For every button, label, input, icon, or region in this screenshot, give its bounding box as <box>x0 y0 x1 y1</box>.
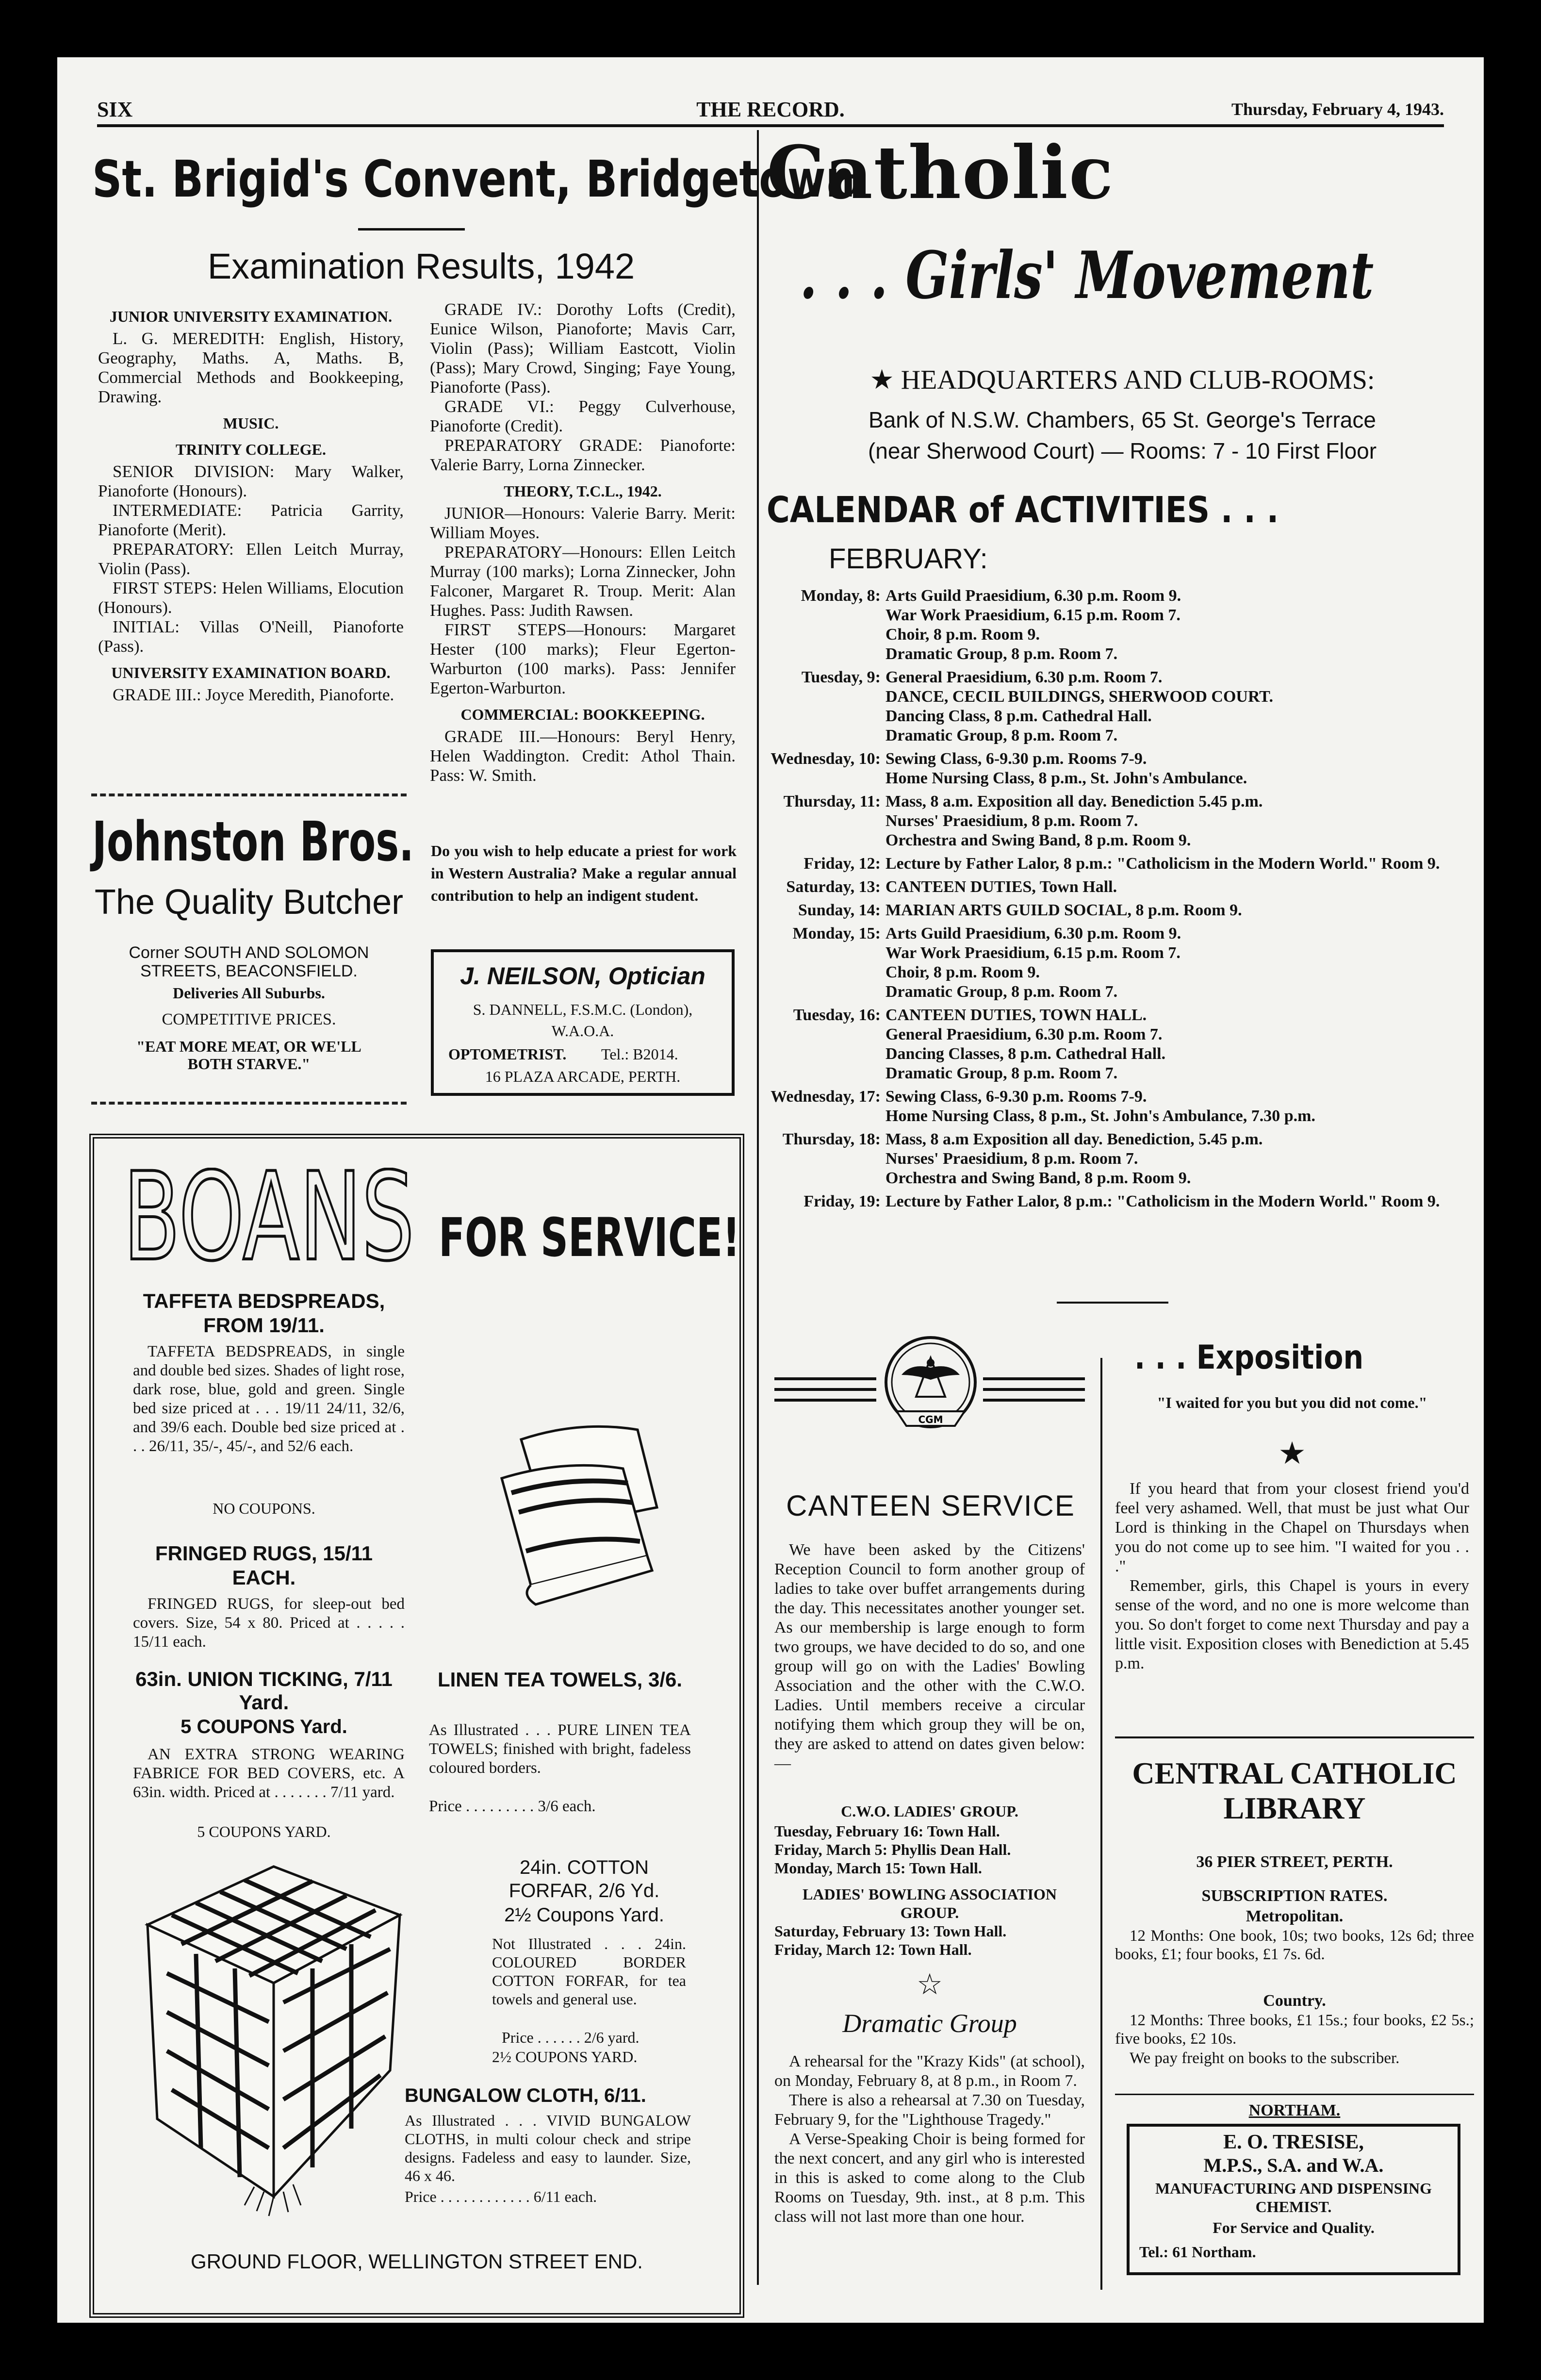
calendar-entry <box>767 668 1475 745</box>
result-paragraph: PREPARATORY GRADE: Pianoforte: Valerie Barry, Lorna Zinnecker. <box>430 436 736 474</box>
canteen-title: CANTEEN SERVICE <box>786 1489 1075 1522</box>
group-date: Saturday, February 13: Town Hall. <box>774 1922 1007 1940</box>
johnston-slogan: "EAT MORE MEAT, OR WE'LL BOTH STARVE." <box>136 1038 361 1073</box>
tresise-quals: M.P.S., S.A. and W.A. <box>1203 2154 1384 2176</box>
calendar-line: Orchestra and Swing Band, 8 p.m. Room 9. <box>885 1169 1191 1187</box>
canteen-body: We have been asked by the Citizens' Reception Council to form another group of ladies to take over buffet arrangements during the day. This necessitates another younger set. As our membership is large enough to form two groups, we have decided to do so, and one group will go on with the Ladies' Bowling Association and the other with the C.W.O. Ladies. Until members receive a circular notifying them which group they will be on, they are asked to attend on dates given below:— <box>774 1541 1085 1772</box>
result-paragraph: FIRST STEPS—Honours: Margaret Hester (100 marks); Fleur Egerton-Warburton (100 marks). Pass: Jennifer Egerton-Warburton. <box>430 620 736 697</box>
result-paragraph: GRADE VI.: Peggy Culverhouse, Pianoforte (Credit). <box>430 397 736 435</box>
cgm-badge-icon <box>882 1329 979 1450</box>
bungalow-price: Price . . . . . . . . . . . . 6/11 each. <box>405 2188 597 2205</box>
newspaper-page <box>57 57 1484 2323</box>
calendar-line: General Praesidium, 6.30 p.m. Room 7. <box>885 668 1163 686</box>
calendar-day: Thursday, 18: <box>782 1130 881 1148</box>
johnston-delivery: Deliveries All Suburbs. <box>173 984 325 1002</box>
library-freight: We pay freight on books to the subscriber. <box>1130 2049 1400 2067</box>
calendar-entry <box>767 877 1475 897</box>
section-heading: THEORY, T.C.L., 1942. <box>504 482 662 500</box>
calendar-day: Tuesday, 9: <box>801 668 881 686</box>
tea-towel-illustration <box>492 1410 676 1614</box>
column-divider <box>1100 1358 1102 2290</box>
cgm-address-1: Bank of N.S.W. Chambers, 65 St. George's Terrace <box>869 407 1376 432</box>
neilson-optometrist: OPTOMETRIST. <box>448 1045 567 1063</box>
tresise-town: NORTHAM. <box>1248 2101 1341 2119</box>
forfar-coupons: 2½ Coupons Yard. <box>504 1904 664 1926</box>
calendar-day: Thursday, 11: <box>783 793 881 810</box>
johnston-tagline: The Quality Butcher <box>94 883 404 922</box>
calendar-line: Nurses' Praesidium, 8 p.m. Room 7. <box>885 1150 1138 1168</box>
calendar-day: Monday, 15: <box>792 925 881 942</box>
calendar-day: Saturday, 13: <box>786 878 881 896</box>
library-address: 36 PIER STREET, PERTH. <box>1196 1853 1393 1871</box>
badge-line <box>774 1377 876 1380</box>
result-paragraph: PREPARATORY—Honours: Ellen Leitch Murray (100 marks); Lorna Zinnecker, John Falconer, Margaret R. Troup. Merit: Alan Hughes. Pass: Judith Rawsen. <box>430 543 736 620</box>
taffeta-note: NO COUPONS. <box>213 1500 315 1517</box>
cwo-head: C.W.O. LADIES' GROUP. <box>841 1802 1018 1820</box>
johnston-prices: COMPETITIVE PRICES. <box>162 1010 336 1028</box>
star-icon: ★ <box>1278 1436 1306 1471</box>
ticking-coupons: 5 COUPONS Yard. <box>180 1716 347 1737</box>
bowling-list <box>774 1922 1085 1959</box>
section-heading: MUSIC. <box>223 414 279 432</box>
calendar-line: Lecture by Father Lalor, 8 p.m.: "Catholicism in the Modern World." Room 9. <box>885 855 1440 873</box>
neilson-line2: W.A.O.A. <box>551 1022 614 1040</box>
tresise-name: E. O. TRESISE, <box>1223 2131 1364 2153</box>
cgm-title-catholic: Catholic <box>767 130 1115 215</box>
calendar-line: Arts Guild Praesidium, 6.30 p.m. Room 9. <box>885 587 1181 605</box>
calendar-line: Choir, 8 p.m. Room 9. <box>885 963 1040 981</box>
convent-subtitle: Examination Results, 1942 <box>207 246 635 286</box>
calendar-entry <box>767 901 1475 920</box>
bungalow-head: BUNGALOW CLOTH, 6/11. <box>405 2085 646 2106</box>
masthead: THE RECORD. <box>696 98 845 121</box>
cgm-title-movement: . . . Girls' Movement <box>800 237 1374 314</box>
group-date: Monday, March 15: Town Hall. <box>774 1859 982 1877</box>
section-heading: UNIVERSITY EXAMINATION BOARD. <box>111 664 391 681</box>
cgm-address-2: (near Sherwood Court) — Rooms: 7 - 10 First Floor <box>868 438 1377 463</box>
calendar-line: General Praesidium, 6.30 p.m. Room 7. <box>885 1025 1163 1043</box>
calendar-line: Dramatic Group, 8 p.m. Room 7. <box>885 727 1118 744</box>
neilson-ad <box>431 949 735 1096</box>
group-date: Tuesday, February 16: Town Hall. <box>774 1822 1000 1840</box>
calendar-day: Sunday, 14: <box>798 901 881 919</box>
library-country-text: 12 Months: Three books, £1 15s.; four books, £2 5s.; five books, £2 10s. <box>1115 2012 1474 2048</box>
library-metro-text: 12 Months: One book, 10s; two books, 12s 6d; three books, £1; four books, £1 7s. 6d. <box>1115 1927 1474 1963</box>
dramatic-body: A rehearsal for the "Krazy Kids" (at school), on Monday, February 8, at 8 p.m., in Room 7. There is also a rehearsal at 7.30 on Tuesday, February 9, for the "Lighthouse Tragedy." A Verse-Speaking Choir is being formed for the next concert, and any girl who is interested in this is asked to come along to the Club Rooms on Tuesday, 9th. inst., at 8 p.m. This class will not last more than one hour. <box>774 2052 1085 2226</box>
calendar-entry <box>767 1006 1475 1083</box>
calendar-line: Dramatic Group, 8 p.m. Room 7. <box>885 983 1118 1001</box>
calendar-line: Home Nursing Class, 8 p.m., St. John's Ambulance, 7.30 p.m. <box>885 1107 1316 1125</box>
rugs-body: FRINGED RUGS, for sleep-out bed covers. Size, 54 x 80. Priced at . . . . . 15/11 each. <box>133 1595 405 1651</box>
library-rule <box>1115 1736 1474 1738</box>
calendar-end-rule <box>1057 1302 1168 1304</box>
header-rule <box>97 124 1444 127</box>
calendar-line: War Work Praesidium, 6.15 p.m. Room 7. <box>885 944 1180 962</box>
result-paragraph: SENIOR DIVISION: Mary Walker, Pianoforte (Honours). <box>98 462 404 500</box>
calendar-line: Home Nursing Class, 8 p.m., St. John's Ambulance. <box>885 769 1247 787</box>
forfar-body: Not Illustrated . . . 24in. COLOURED BORDER COTTON FORFAR, for tea towels and general use. <box>492 1935 686 2008</box>
calendar-line: Mass, 8 a.m. Exposition all day. Benediction 5.45 p.m. <box>885 793 1263 810</box>
calendar-entry <box>767 924 1475 1002</box>
result-paragraph: INTERMEDIATE: Patricia Garrity, Pianoforte (Merit). <box>98 501 404 539</box>
result-paragraph: PREPARATORY: Ellen Leitch Murray, Violin (Pass). <box>98 540 404 578</box>
calendar-line: DANCE, CECIL BUILDINGS, SHERWOOD COURT. <box>885 688 1273 706</box>
linen-head: LINEN TEA TOWELS, 3/6. <box>437 1668 683 1691</box>
section-heading: COMMERCIAL: BOOKKEEPING. <box>460 706 705 723</box>
calendar-line: CANTEEN DUTIES, Town Hall. <box>885 878 1117 896</box>
library-rates: SUBSCRIPTION RATES. <box>1201 1887 1388 1905</box>
convent-title: St. Brigid's Convent, Bridgetown <box>92 149 855 209</box>
calendar-line: Lecture by Father Lalor, 8 p.m.: "Catholicism in the Modern World." Room 9. <box>885 1192 1440 1210</box>
calendar-line: Dramatic Group, 8 p.m. Room 7. <box>885 1064 1118 1082</box>
calendar-entry <box>767 1192 1475 1211</box>
calendar-entry <box>767 749 1475 788</box>
calendar-entry <box>767 1087 1475 1126</box>
forfar-price: Price . . . . . . 2/6 yard. <box>502 2029 639 2046</box>
calendar-line: War Work Praesidium, 6.15 p.m. Room 7. <box>885 606 1180 624</box>
exposition-quote: "I waited for you but you did not come." <box>1157 1394 1427 1411</box>
result-paragraph: GRADE IV.: Dorothy Lofts (Credit), Eunice Wilson, Pianoforte; Mavis Carr, Violin (Pass); William Eastcott, Violin (Pass); Mary Crowd, Singing; Faye Young, Pianoforte (Pass). <box>430 300 736 397</box>
bowling-head: LADIES' BOWLING ASSOCIATION GROUP. <box>803 1885 1057 1921</box>
tresise-rule <box>1115 2094 1474 2095</box>
badge-line <box>774 1399 876 1402</box>
calendar-day: Wednesday, 10: <box>770 750 881 768</box>
ticking-body: AN EXTRA STRONG WEARING FABRICE FOR BED COVERS, etc. A 63in. width. Priced at . . . . . . . 7/11 yard. <box>133 1746 405 1801</box>
calendar-month: FEBRUARY: <box>829 543 988 575</box>
group-date: Friday, March 12: Town Hall. <box>774 1941 972 1958</box>
boans-logo-text: BOANS <box>123 1168 414 1265</box>
linen-body: As Illustrated . . . PURE LINEN TEA TOWELS; finished with bright, fadeless coloured borders. <box>429 1721 691 1777</box>
divider-dashed <box>91 793 407 796</box>
title-rule <box>358 228 465 231</box>
johnston-address: Corner SOUTH AND SOLOMON STREETS, BEACONSFIELD. <box>129 943 369 980</box>
boans-ad <box>89 1134 744 2318</box>
calendar-title: CALENDAR of ACTIVITIES . . . <box>767 489 1279 531</box>
issue-date: Thursday, February 4, 1943. <box>1231 99 1444 119</box>
calendar-line: Mass, 8 a.m Exposition all day. Benediction, 5.45 p.m. <box>885 1130 1263 1148</box>
badge-line <box>983 1399 1085 1402</box>
johnston-name: Johnston Bros. <box>92 810 414 874</box>
library-metro: Metropolitan. <box>1246 1907 1344 1925</box>
calendar-day: Friday, 12: <box>803 855 881 873</box>
calendar-line: Choir, 8 p.m. Room 9. <box>885 626 1040 644</box>
boans-service: FOR SERVICE! <box>439 1207 740 1269</box>
section-heading: JUNIOR UNIVERSITY EXAMINATION. <box>109 308 393 325</box>
column-divider <box>757 130 759 2285</box>
badge-line <box>774 1388 876 1391</box>
calendar-entry <box>767 586 1475 664</box>
calendar-line: Sewing Class, 6-9.30 p.m. Rooms 7-9. <box>885 750 1147 768</box>
group-date: Friday, March 5: Phyllis Dean Hall. <box>774 1841 1011 1858</box>
tresise-ad <box>1127 2124 1460 2275</box>
result-paragraph: FIRST STEPS: Helen Williams, Elocution (Honours). <box>98 578 404 617</box>
neilson-name: J. NEILSON, Optician <box>460 962 705 990</box>
cgm-badge-text: CGM <box>918 1414 943 1425</box>
cwo-list <box>774 1822 1085 1877</box>
calendar-line: Dramatic Group, 8 p.m. Room 7. <box>885 645 1118 663</box>
star-icon: ☆ <box>917 1968 943 2000</box>
result-paragraph: L. G. MEREDITH: English, History, Geography, Maths. A, Maths. B, Commercial Methods and Bookkeeping, Drawing. <box>98 329 404 406</box>
convent-results-right <box>430 300 736 785</box>
result-paragraph: GRADE III.: Joyce Meredith, Pianoforte. <box>113 685 394 704</box>
calendar-entry <box>767 854 1475 874</box>
divider-dashed <box>91 1102 407 1105</box>
exposition-title: . . . Exposition <box>1134 1339 1364 1377</box>
calendar-day: Wednesday, 17: <box>770 1088 881 1106</box>
section-heading: TRINITY COLLEGE. <box>176 441 326 458</box>
neilson-tel: Tel.: B2014. <box>601 1045 678 1063</box>
calendar-line: Nurses' Praesidium, 8 p.m. Room 7. <box>885 812 1138 830</box>
calendar-day: Monday, 8: <box>801 587 881 605</box>
calendar-line: CANTEEN DUTIES, TOWN HALL. <box>885 1006 1147 1024</box>
calendar-line: Sewing Class, 6-9.30 p.m. Rooms 7-9. <box>885 1088 1147 1106</box>
bungalow-body: As Illustrated . . . VIVID BUNGALOW CLOTHS, in multi colour check and stripe designs. Fadeless and easy to launder. Size, 46 x 46. <box>405 2112 691 2184</box>
tresise-tel: Tel.: 61 Northam. <box>1139 2243 1256 2261</box>
taffeta-body: TAFFETA BEDSPREADS, in single and double bed sizes. Shades of light rose, dark rose, blue, gold and green. Single bed size priced at . . . 19/11 24/11, 32/6, and 39/6 each. Double bed size priced at . . . 26/11, 35/-, 45/-, and 52/6 each. <box>133 1343 405 1455</box>
calendar-line: Dancing Class, 8 p.m. Cathedral Hall. <box>885 707 1152 725</box>
library-country: Country. <box>1263 1992 1326 2010</box>
ticking-head: 63in. UNION TICKING, 7/11 Yard. <box>135 1668 393 1714</box>
calendar-line: Orchestra and Swing Band, 8 p.m. Room 9. <box>885 831 1191 849</box>
cgm-headquarters: ★ HEADQUARTERS AND CLUB-ROOMS: <box>869 365 1375 395</box>
page-number: SIX <box>97 98 133 121</box>
bungalow-cloth-illustration <box>128 1847 429 2226</box>
tresise-mfg: MANUFACTURING AND DISPENSING CHEMIST. <box>1155 2180 1432 2215</box>
calendar-line: Arts Guild Praesidium, 6.30 p.m. Room 9. <box>885 925 1181 942</box>
tresise-slogan: For Service and Quality. <box>1213 2219 1375 2236</box>
linen-price: Price . . . . . . . . . 3/6 each. <box>429 1798 596 1815</box>
ticking-note: 5 COUPONS YARD. <box>197 1823 331 1840</box>
rugs-head: FRINGED RUGS, 15/11 EACH. <box>155 1542 373 1589</box>
badge-line <box>983 1377 1085 1380</box>
library-title: CENTRAL CATHOLIC LIBRARY <box>1132 1756 1457 1825</box>
result-paragraph: INITIAL: Villas O'Neill, Pianoforte (Pass). <box>98 617 404 656</box>
exposition-body: If you heard that from your closest friend you'd feel very ashamed. Well, that must be just what Our Lord is thinking in the Chapel on Thursdays when you do not come up to see him. "I waited for you . . ." Remember, girls, this Chapel is yours in every sense of the word, and no one is more welcome than you. So don't forget to come next Thursday and pay a little visit. Exposition closes with Benediction at 5.45 p.m. <box>1115 1480 1469 1672</box>
convent-results-left <box>98 300 404 705</box>
calendar-entry <box>767 1130 1475 1188</box>
calendar-line: Dancing Classes, 8 p.m. Cathedral Hall. <box>885 1045 1166 1063</box>
dramatic-title: Dramatic Group <box>842 2009 1017 2038</box>
priest-appeal: Do you wish to help educate a priest for work in Western Australia? Make a regular annual contribution to help an indigent student. <box>431 842 737 904</box>
calendar-line: MARIAN ARTS GUILD SOCIAL, 8 p.m. Room 9. <box>885 901 1242 919</box>
calendar-day: Friday, 19: <box>803 1192 881 1210</box>
neilson-address: 16 PLAZA ARCADE, PERTH. <box>485 1068 681 1085</box>
calendar-list <box>767 586 1475 1215</box>
calendar-day: Tuesday, 16: <box>793 1006 881 1024</box>
taffeta-head: TAFFETA BEDSPREADS, FROM 19/11. <box>143 1289 385 1337</box>
neilson-line1: S. DANNELL, F.S.M.C. (London), <box>473 1001 693 1018</box>
page-header <box>97 97 1444 126</box>
forfar-note: 2½ COUPONS YARD. <box>492 2048 638 2066</box>
result-paragraph: GRADE III.—Honours: Beryl Henry, Helen Waddington. Credit: Athol Thain. Pass: W. Smith. <box>430 727 736 785</box>
calendar-entry <box>767 792 1475 850</box>
forfar-head: 24in. COTTON FORFAR, 2/6 Yd. <box>508 1857 660 1901</box>
badge-line <box>983 1388 1085 1391</box>
boans-logo <box>123 1168 424 1265</box>
boans-footer: GROUND FLOOR, WELLINGTON STREET END. <box>191 2250 643 2273</box>
result-paragraph: JUNIOR—Honours: Valerie Barry. Merit: William Moyes. <box>430 504 736 542</box>
